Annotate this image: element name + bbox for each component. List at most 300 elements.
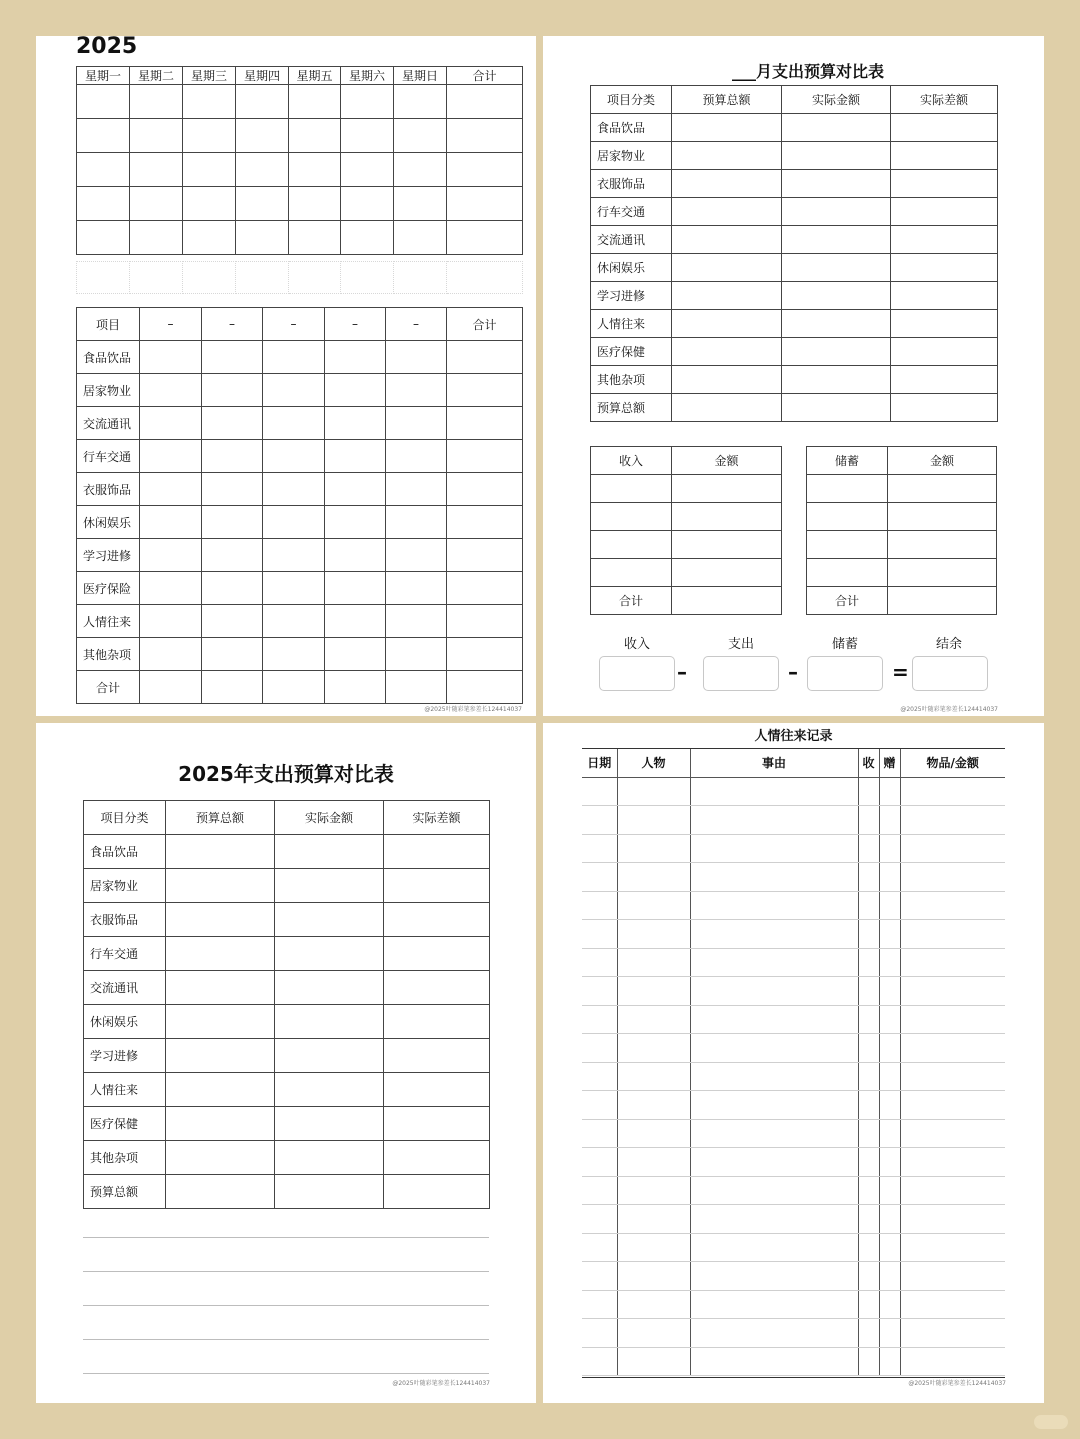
budget-cell[interactable] xyxy=(384,1107,490,1141)
category-cell[interactable] xyxy=(447,506,523,539)
budget-cell[interactable] xyxy=(166,835,275,869)
record-cell[interactable] xyxy=(900,920,1005,949)
category-cell[interactable] xyxy=(447,407,523,440)
record-cell[interactable] xyxy=(879,1205,900,1234)
weekly-cell[interactable] xyxy=(447,153,523,187)
record-cell[interactable] xyxy=(690,863,858,892)
category-cell[interactable] xyxy=(447,374,523,407)
weekly-cell[interactable] xyxy=(289,119,341,153)
budget-cell[interactable] xyxy=(275,903,384,937)
weekly-cell[interactable] xyxy=(289,221,341,255)
record-cell[interactable] xyxy=(582,1205,617,1234)
amount-cell[interactable] xyxy=(888,503,997,531)
category-cell[interactable] xyxy=(386,605,447,638)
budget-cell[interactable] xyxy=(166,1141,275,1175)
weekly-cell[interactable] xyxy=(236,153,289,187)
budget-cell[interactable] xyxy=(166,1175,275,1209)
weekly-cell[interactable] xyxy=(236,221,289,255)
record-cell[interactable] xyxy=(617,948,690,977)
record-cell[interactable] xyxy=(582,834,617,863)
budget-cell[interactable] xyxy=(166,1039,275,1073)
record-cell[interactable] xyxy=(879,1091,900,1120)
entry-cell[interactable] xyxy=(807,503,888,531)
record-cell[interactable] xyxy=(690,1176,858,1205)
weekly-cell[interactable] xyxy=(183,153,236,187)
category-cell[interactable] xyxy=(202,671,263,704)
income-box[interactable] xyxy=(599,656,675,691)
record-cell[interactable] xyxy=(690,1062,858,1091)
record-cell[interactable] xyxy=(582,1091,617,1120)
record-cell[interactable] xyxy=(690,1148,858,1177)
weekly-cell[interactable] xyxy=(341,85,394,119)
record-cell[interactable] xyxy=(617,920,690,949)
record-cell[interactable] xyxy=(690,1005,858,1034)
budget-cell[interactable] xyxy=(672,142,782,170)
budget-cell[interactable] xyxy=(275,1107,384,1141)
record-cell[interactable] xyxy=(617,1034,690,1063)
weekly-cell[interactable] xyxy=(183,85,236,119)
budget-cell[interactable] xyxy=(891,198,998,226)
budget-cell[interactable] xyxy=(384,1141,490,1175)
category-cell[interactable] xyxy=(447,539,523,572)
budget-cell[interactable] xyxy=(891,142,998,170)
weekly-cell[interactable] xyxy=(289,153,341,187)
budget-cell[interactable] xyxy=(384,1039,490,1073)
record-cell[interactable] xyxy=(858,1062,879,1091)
category-cell[interactable] xyxy=(386,407,447,440)
weekly-cell[interactable] xyxy=(447,221,523,255)
amount-cell[interactable] xyxy=(672,475,782,503)
category-cell[interactable] xyxy=(140,440,202,473)
record-cell[interactable] xyxy=(858,1262,879,1291)
record-cell[interactable] xyxy=(858,977,879,1006)
record-cell[interactable] xyxy=(690,777,858,806)
category-cell[interactable] xyxy=(325,341,386,374)
record-cell[interactable] xyxy=(879,806,900,835)
budget-cell[interactable] xyxy=(384,1005,490,1039)
weekly-cell[interactable] xyxy=(394,85,447,119)
weekly-cell[interactable] xyxy=(447,187,523,221)
record-cell[interactable] xyxy=(900,1005,1005,1034)
amount-cell[interactable] xyxy=(888,475,997,503)
budget-cell[interactable] xyxy=(166,971,275,1005)
category-cell[interactable] xyxy=(140,506,202,539)
record-cell[interactable] xyxy=(582,1062,617,1091)
budget-cell[interactable] xyxy=(891,114,998,142)
record-cell[interactable] xyxy=(900,1062,1005,1091)
budget-cell[interactable] xyxy=(384,903,490,937)
budget-cell[interactable] xyxy=(891,338,998,366)
record-cell[interactable] xyxy=(690,834,858,863)
category-cell[interactable] xyxy=(140,572,202,605)
budget-cell[interactable] xyxy=(166,1107,275,1141)
record-cell[interactable] xyxy=(900,1091,1005,1120)
entry-cell[interactable] xyxy=(807,531,888,559)
budget-cell[interactable] xyxy=(672,226,782,254)
weekly-cell[interactable] xyxy=(447,85,523,119)
total-amount-cell[interactable] xyxy=(672,587,782,615)
weekly-cell[interactable] xyxy=(447,119,523,153)
budget-cell[interactable] xyxy=(782,142,891,170)
entry-cell[interactable] xyxy=(591,475,672,503)
category-cell[interactable] xyxy=(202,506,263,539)
weekly-cell[interactable] xyxy=(236,187,289,221)
record-cell[interactable] xyxy=(690,891,858,920)
record-cell[interactable] xyxy=(900,1034,1005,1063)
weekly-cell[interactable] xyxy=(130,85,183,119)
amount-cell[interactable] xyxy=(888,531,997,559)
budget-cell[interactable] xyxy=(275,971,384,1005)
weekly-cell[interactable] xyxy=(289,187,341,221)
category-cell[interactable] xyxy=(386,473,447,506)
budget-cell[interactable] xyxy=(782,114,891,142)
budget-cell[interactable] xyxy=(891,282,998,310)
record-cell[interactable] xyxy=(617,1062,690,1091)
record-cell[interactable] xyxy=(690,1262,858,1291)
record-cell[interactable] xyxy=(582,1233,617,1262)
record-cell[interactable] xyxy=(690,977,858,1006)
category-cell[interactable] xyxy=(447,605,523,638)
budget-cell[interactable] xyxy=(782,170,891,198)
weekly-cell[interactable] xyxy=(183,119,236,153)
expense-box[interactable] xyxy=(703,656,779,691)
category-cell[interactable] xyxy=(447,440,523,473)
category-cell[interactable] xyxy=(202,473,263,506)
category-cell[interactable] xyxy=(263,572,325,605)
record-cell[interactable] xyxy=(900,977,1005,1006)
budget-cell[interactable] xyxy=(384,1073,490,1107)
category-cell[interactable] xyxy=(202,572,263,605)
category-cell[interactable] xyxy=(386,506,447,539)
record-cell[interactable] xyxy=(858,1290,879,1319)
category-cell[interactable] xyxy=(263,539,325,572)
category-cell[interactable] xyxy=(325,605,386,638)
record-cell[interactable] xyxy=(582,1319,617,1348)
category-cell[interactable] xyxy=(263,506,325,539)
category-cell[interactable] xyxy=(325,407,386,440)
amount-cell[interactable] xyxy=(672,531,782,559)
record-cell[interactable] xyxy=(617,1233,690,1262)
record-cell[interactable] xyxy=(690,1034,858,1063)
record-cell[interactable] xyxy=(582,1005,617,1034)
weekly-cell[interactable] xyxy=(130,221,183,255)
budget-cell[interactable] xyxy=(384,835,490,869)
balance-box[interactable] xyxy=(912,656,988,691)
budget-cell[interactable] xyxy=(672,310,782,338)
category-cell[interactable] xyxy=(140,341,202,374)
record-cell[interactable] xyxy=(617,891,690,920)
record-cell[interactable] xyxy=(858,777,879,806)
record-cell[interactable] xyxy=(690,920,858,949)
category-cell[interactable] xyxy=(447,638,523,671)
record-cell[interactable] xyxy=(879,1062,900,1091)
category-cell[interactable] xyxy=(140,374,202,407)
record-cell[interactable] xyxy=(879,834,900,863)
budget-cell[interactable] xyxy=(672,114,782,142)
record-cell[interactable] xyxy=(582,977,617,1006)
record-cell[interactable] xyxy=(879,1119,900,1148)
record-cell[interactable] xyxy=(900,891,1005,920)
weekly-cell[interactable] xyxy=(130,119,183,153)
weekly-cell[interactable] xyxy=(77,119,130,153)
record-cell[interactable] xyxy=(900,1347,1005,1376)
record-cell[interactable] xyxy=(582,920,617,949)
budget-cell[interactable] xyxy=(782,366,891,394)
record-cell[interactable] xyxy=(900,1148,1005,1177)
weekly-cell[interactable] xyxy=(183,221,236,255)
record-cell[interactable] xyxy=(617,1005,690,1034)
category-cell[interactable] xyxy=(447,473,523,506)
record-cell[interactable] xyxy=(900,777,1005,806)
budget-cell[interactable] xyxy=(384,869,490,903)
category-cell[interactable] xyxy=(140,638,202,671)
budget-cell[interactable] xyxy=(384,1175,490,1209)
budget-cell[interactable] xyxy=(672,198,782,226)
record-cell[interactable] xyxy=(582,806,617,835)
record-cell[interactable] xyxy=(582,1176,617,1205)
category-cell[interactable] xyxy=(325,671,386,704)
category-cell[interactable] xyxy=(325,506,386,539)
category-cell[interactable] xyxy=(325,539,386,572)
category-cell[interactable] xyxy=(386,539,447,572)
weekly-cell[interactable] xyxy=(341,221,394,255)
record-cell[interactable] xyxy=(582,863,617,892)
record-cell[interactable] xyxy=(858,1091,879,1120)
category-cell[interactable] xyxy=(263,638,325,671)
record-cell[interactable] xyxy=(879,1148,900,1177)
weekly-cell[interactable] xyxy=(183,187,236,221)
record-cell[interactable] xyxy=(617,1091,690,1120)
weekly-cell[interactable] xyxy=(394,221,447,255)
record-cell[interactable] xyxy=(879,1034,900,1063)
record-cell[interactable] xyxy=(617,1205,690,1234)
record-cell[interactable] xyxy=(858,1319,879,1348)
record-cell[interactable] xyxy=(690,948,858,977)
category-cell[interactable] xyxy=(263,407,325,440)
record-cell[interactable] xyxy=(879,1319,900,1348)
record-cell[interactable] xyxy=(879,920,900,949)
record-cell[interactable] xyxy=(900,1176,1005,1205)
record-cell[interactable] xyxy=(900,1205,1005,1234)
record-cell[interactable] xyxy=(879,1347,900,1376)
category-cell[interactable] xyxy=(263,671,325,704)
entry-cell[interactable] xyxy=(591,531,672,559)
record-cell[interactable] xyxy=(582,1347,617,1376)
record-cell[interactable] xyxy=(900,806,1005,835)
record-cell[interactable] xyxy=(690,1319,858,1348)
budget-cell[interactable] xyxy=(275,835,384,869)
record-cell[interactable] xyxy=(617,806,690,835)
budget-cell[interactable] xyxy=(275,1073,384,1107)
category-cell[interactable] xyxy=(325,638,386,671)
category-cell[interactable] xyxy=(263,605,325,638)
record-cell[interactable] xyxy=(879,777,900,806)
record-cell[interactable] xyxy=(900,948,1005,977)
budget-cell[interactable] xyxy=(782,254,891,282)
record-cell[interactable] xyxy=(582,777,617,806)
category-cell[interactable] xyxy=(263,374,325,407)
record-cell[interactable] xyxy=(900,1119,1005,1148)
category-cell[interactable] xyxy=(140,671,202,704)
record-cell[interactable] xyxy=(858,1119,879,1148)
record-cell[interactable] xyxy=(879,1176,900,1205)
record-cell[interactable] xyxy=(858,1034,879,1063)
record-cell[interactable] xyxy=(858,891,879,920)
entry-cell[interactable] xyxy=(591,559,672,587)
budget-cell[interactable] xyxy=(891,254,998,282)
budget-cell[interactable] xyxy=(782,338,891,366)
category-cell[interactable] xyxy=(447,671,523,704)
record-cell[interactable] xyxy=(617,1119,690,1148)
record-cell[interactable] xyxy=(690,1233,858,1262)
budget-cell[interactable] xyxy=(384,971,490,1005)
record-cell[interactable] xyxy=(617,1347,690,1376)
budget-cell[interactable] xyxy=(672,338,782,366)
category-cell[interactable] xyxy=(386,671,447,704)
record-cell[interactable] xyxy=(900,1233,1005,1262)
record-cell[interactable] xyxy=(879,1262,900,1291)
category-cell[interactable] xyxy=(140,473,202,506)
weekly-cell[interactable] xyxy=(77,153,130,187)
budget-cell[interactable] xyxy=(672,170,782,198)
category-cell[interactable] xyxy=(325,473,386,506)
weekly-cell[interactable] xyxy=(77,221,130,255)
record-cell[interactable] xyxy=(858,1205,879,1234)
record-cell[interactable] xyxy=(617,1176,690,1205)
record-cell[interactable] xyxy=(690,1091,858,1120)
category-cell[interactable] xyxy=(202,407,263,440)
record-cell[interactable] xyxy=(858,834,879,863)
record-cell[interactable] xyxy=(879,1233,900,1262)
record-cell[interactable] xyxy=(879,1290,900,1319)
budget-cell[interactable] xyxy=(672,366,782,394)
total-amount-cell[interactable] xyxy=(888,587,997,615)
category-cell[interactable] xyxy=(263,473,325,506)
category-cell[interactable] xyxy=(447,341,523,374)
budget-cell[interactable] xyxy=(782,198,891,226)
category-cell[interactable] xyxy=(263,341,325,374)
budget-cell[interactable] xyxy=(891,366,998,394)
record-cell[interactable] xyxy=(617,777,690,806)
record-cell[interactable] xyxy=(617,863,690,892)
category-cell[interactable] xyxy=(386,374,447,407)
record-cell[interactable] xyxy=(617,977,690,1006)
weekly-cell[interactable] xyxy=(289,85,341,119)
budget-cell[interactable] xyxy=(166,937,275,971)
savings-box[interactable] xyxy=(807,656,883,691)
record-cell[interactable] xyxy=(858,948,879,977)
record-cell[interactable] xyxy=(879,891,900,920)
category-cell[interactable] xyxy=(386,638,447,671)
record-cell[interactable] xyxy=(582,1034,617,1063)
record-cell[interactable] xyxy=(858,1005,879,1034)
budget-cell[interactable] xyxy=(275,1039,384,1073)
budget-cell[interactable] xyxy=(672,254,782,282)
category-cell[interactable] xyxy=(202,341,263,374)
weekly-cell[interactable] xyxy=(77,187,130,221)
record-cell[interactable] xyxy=(858,1347,879,1376)
budget-cell[interactable] xyxy=(384,937,490,971)
weekly-cell[interactable] xyxy=(130,187,183,221)
budget-cell[interactable] xyxy=(672,282,782,310)
category-cell[interactable] xyxy=(263,440,325,473)
budget-cell[interactable] xyxy=(891,226,998,254)
budget-cell[interactable] xyxy=(166,869,275,903)
weekly-cell[interactable] xyxy=(341,153,394,187)
record-cell[interactable] xyxy=(582,1290,617,1319)
record-cell[interactable] xyxy=(858,863,879,892)
record-cell[interactable] xyxy=(582,1262,617,1291)
record-cell[interactable] xyxy=(617,1148,690,1177)
category-cell[interactable] xyxy=(447,572,523,605)
record-cell[interactable] xyxy=(582,948,617,977)
weekly-cell[interactable] xyxy=(341,119,394,153)
category-cell[interactable] xyxy=(202,440,263,473)
record-cell[interactable] xyxy=(879,1005,900,1034)
category-cell[interactable] xyxy=(202,539,263,572)
budget-cell[interactable] xyxy=(782,394,891,422)
record-cell[interactable] xyxy=(582,891,617,920)
record-cell[interactable] xyxy=(900,1290,1005,1319)
record-cell[interactable] xyxy=(858,1176,879,1205)
record-cell[interactable] xyxy=(617,1319,690,1348)
weekly-cell[interactable] xyxy=(236,85,289,119)
record-cell[interactable] xyxy=(879,863,900,892)
weekly-cell[interactable] xyxy=(394,187,447,221)
record-cell[interactable] xyxy=(617,1290,690,1319)
category-cell[interactable] xyxy=(325,572,386,605)
budget-cell[interactable] xyxy=(166,1005,275,1039)
budget-cell[interactable] xyxy=(275,1005,384,1039)
record-cell[interactable] xyxy=(858,1233,879,1262)
record-cell[interactable] xyxy=(690,1119,858,1148)
category-cell[interactable] xyxy=(386,572,447,605)
category-cell[interactable] xyxy=(202,605,263,638)
record-cell[interactable] xyxy=(582,1119,617,1148)
budget-cell[interactable] xyxy=(275,1175,384,1209)
record-cell[interactable] xyxy=(858,1148,879,1177)
budget-cell[interactable] xyxy=(782,226,891,254)
record-cell[interactable] xyxy=(900,834,1005,863)
amount-cell[interactable] xyxy=(672,559,782,587)
record-cell[interactable] xyxy=(879,948,900,977)
budget-cell[interactable] xyxy=(166,903,275,937)
budget-cell[interactable] xyxy=(672,394,782,422)
weekly-cell[interactable] xyxy=(77,85,130,119)
record-cell[interactable] xyxy=(900,1319,1005,1348)
category-cell[interactable] xyxy=(140,605,202,638)
record-cell[interactable] xyxy=(690,1205,858,1234)
entry-cell[interactable] xyxy=(807,559,888,587)
category-cell[interactable] xyxy=(325,440,386,473)
entry-cell[interactable] xyxy=(591,503,672,531)
budget-cell[interactable] xyxy=(275,869,384,903)
record-cell[interactable] xyxy=(858,920,879,949)
amount-cell[interactable] xyxy=(672,503,782,531)
record-cell[interactable] xyxy=(690,806,858,835)
category-cell[interactable] xyxy=(202,638,263,671)
record-cell[interactable] xyxy=(900,863,1005,892)
budget-cell[interactable] xyxy=(891,170,998,198)
weekly-cell[interactable] xyxy=(394,153,447,187)
amount-cell[interactable] xyxy=(888,559,997,587)
category-cell[interactable] xyxy=(386,440,447,473)
budget-cell[interactable] xyxy=(891,310,998,338)
weekly-cell[interactable] xyxy=(394,119,447,153)
weekly-cell[interactable] xyxy=(236,119,289,153)
record-cell[interactable] xyxy=(879,977,900,1006)
budget-cell[interactable] xyxy=(275,937,384,971)
